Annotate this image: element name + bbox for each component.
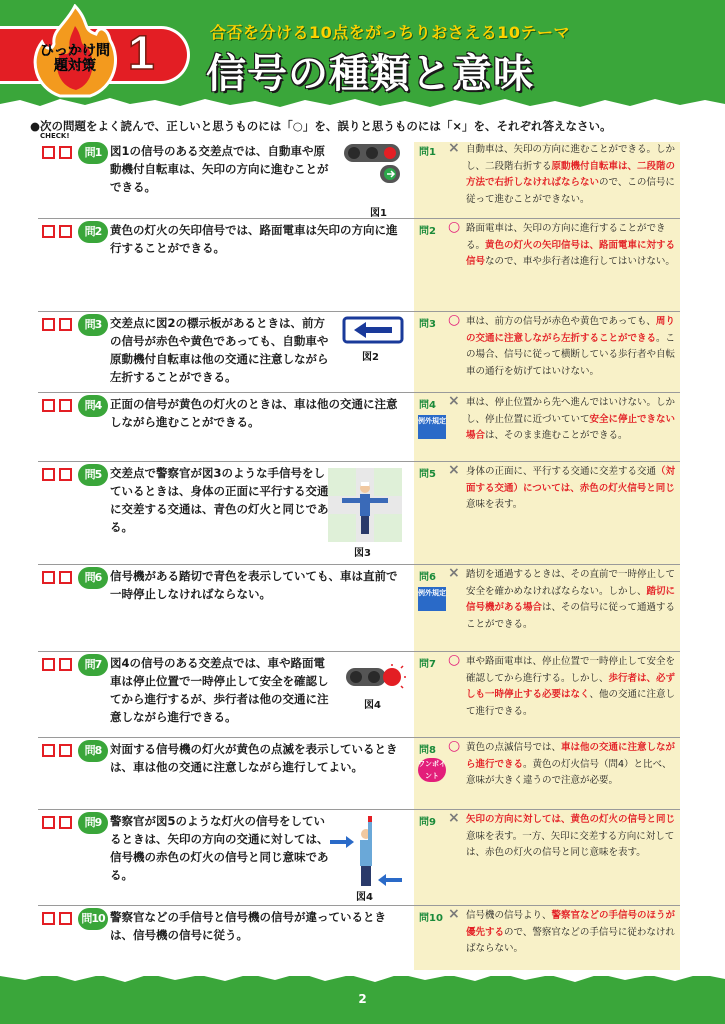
answer-number: 問1 <box>419 147 436 158</box>
question-row <box>38 393 680 462</box>
answer-explanation <box>466 654 678 720</box>
check-box-2[interactable] <box>59 816 72 829</box>
question-number-badge: 問5 <box>78 464 108 486</box>
explanation-segment: 黄色の灯火の矢印信号は、路面電車に対する信号 <box>466 239 676 267</box>
check-box-1[interactable] <box>42 816 55 829</box>
answer-mark: × <box>448 462 460 478</box>
check-box-1[interactable] <box>42 744 55 757</box>
answer-explanation <box>466 740 678 790</box>
page-title: 信号の種類と意味 <box>206 51 534 97</box>
question-row <box>38 462 680 565</box>
answer-number: 問4 <box>419 400 436 411</box>
explanation-segment: 車は、前方の信号が赤色や黄色であっても、 <box>466 316 656 327</box>
answer-mark: ○ <box>448 652 461 668</box>
figure-illustration <box>344 662 408 700</box>
answer-explanation <box>466 142 678 208</box>
answer-explanation <box>466 314 678 380</box>
explanation-segment: 警察官などの手信号のほうが優先する <box>466 910 676 938</box>
explanation-segment: ので、警察官などの手信号に従わなければならない。 <box>466 926 675 954</box>
page-number: 2 <box>358 992 367 1006</box>
question-text: 正面の信号が黄色の灯火のときは、車は他の交通に注意しながら進むことができる。 <box>110 397 398 429</box>
explanation-segment: 身体の正面に、平行する交通に交差する交通 <box>466 466 657 477</box>
answer-mark: × <box>448 140 460 156</box>
answer-number: 問9 <box>419 817 436 828</box>
answer-number: 問7 <box>419 659 436 670</box>
explanation-segment: 。黄色の灯火信号（問4）と比べ、意味が大きく違うので注意が必要。 <box>466 758 672 786</box>
check-box-1[interactable] <box>42 912 55 925</box>
answer-number: 問5 <box>419 469 436 480</box>
answer-explanation <box>466 908 678 958</box>
explanation-segment: は、その信号に従って通過することができる。 <box>466 602 676 630</box>
answer-mark: × <box>448 565 460 581</box>
question-row <box>38 312 680 393</box>
explanation-segment: 車は他の交通に注意しながら進行できる <box>466 742 676 770</box>
answer-number: 問10 <box>419 913 443 924</box>
figure-caption: 図4 <box>364 700 381 711</box>
explanation-segment: ので、この信号に従って進むことができない。 <box>466 177 675 205</box>
answer-explanation <box>466 221 678 271</box>
explanation-segment: 踏切を通過するときは、その直前で一時停止して安全を確かめなければならない。しかし、 <box>466 569 676 597</box>
check-box-1[interactable] <box>42 399 55 412</box>
question-row <box>38 140 680 219</box>
question-number-badge: 問2 <box>78 221 108 243</box>
check-box-2[interactable] <box>59 318 72 331</box>
check-box-1[interactable] <box>42 146 55 159</box>
figure-illustration <box>328 816 404 892</box>
question-row <box>38 652 680 738</box>
answer-mark: × <box>448 810 460 826</box>
answer-number: 問3 <box>419 319 436 330</box>
check-box-2[interactable] <box>59 399 72 412</box>
check-box-2[interactable] <box>59 658 72 671</box>
question-number-badge: 問6 <box>78 567 108 589</box>
explanation-segment: は、そのまま進むことができる。 <box>485 430 628 441</box>
question-row <box>38 906 680 972</box>
explanation-segment: 車は、停止位置から先へ進んではいけない。しかし、停止位置に近づいていて <box>466 397 676 425</box>
check-box-2[interactable] <box>59 571 72 584</box>
figure-caption: 図3 <box>354 548 371 559</box>
explanation-segment: 黄色の点滅信号では、 <box>466 742 562 753</box>
check-label: CHECK! <box>40 132 70 140</box>
check-box-2[interactable] <box>59 146 72 159</box>
explanation-segment: 意味を表す。一方、矢印に交差する方向に対しては、赤色の灯火の信号と同じ意味を表す。 <box>466 830 675 858</box>
check-box-1[interactable] <box>42 658 55 671</box>
explanation-segment: （対面する交通）については、赤色の灯火信号と同じ <box>466 466 676 494</box>
question-row <box>38 738 680 810</box>
answer-explanation <box>466 567 678 633</box>
explanation-segment: 。この場合、信号に従って横断している歩行者や自転車の通行を妨げてはいけない。 <box>466 332 676 377</box>
answer-mark: × <box>448 906 460 922</box>
trap-question-badge: ひっかけ問題対策 <box>40 43 110 74</box>
page-subtitle: 合否を分ける10点をがっちりおさえる10テーマ <box>210 23 571 42</box>
answer-mark: ○ <box>448 312 461 328</box>
check-box-2[interactable] <box>59 912 72 925</box>
question-number-badge: 問9 <box>78 812 108 834</box>
explanation-segment: 路面電車は、矢印の方向に進行することができる。 <box>466 223 666 251</box>
explanation-segment: 信号機の信号より、 <box>466 910 552 921</box>
explanation-segment: 安全に停止できない場合 <box>466 413 676 441</box>
question-text: 交差点で警察官が図3のような手信号をしているときは、身体の正面に平行する交通に交差する交通は、青色の灯火と同じである。 <box>110 466 329 534</box>
note-tag: ワンポイント <box>418 760 446 780</box>
question-number-badge: 問4 <box>78 395 108 417</box>
question-number-badge: 問7 <box>78 654 108 676</box>
answer-explanation <box>466 395 678 445</box>
explanation-segment: 自動車は、矢印の方向に進むことができる。しかし、二段階右折する <box>466 144 676 172</box>
question-number-badge: 問8 <box>78 740 108 762</box>
explanation-segment: 歩行者は、必ずしも一時停止する必要はなく <box>466 672 676 700</box>
check-box-1[interactable] <box>42 571 55 584</box>
question-text: 図4の信号のある交差点では、車や路面電車は停止位置で一時停止して安全を確認してから進行するが、歩行者は他の交通に注意しながら進行できる。 <box>110 656 329 724</box>
answer-mark: ○ <box>448 219 461 235</box>
answer-number: 問6 <box>419 572 436 583</box>
answer-explanation <box>466 812 678 862</box>
figure-caption: 図4 <box>356 892 373 903</box>
question-number-badge: 問3 <box>78 314 108 336</box>
figure-illustration <box>328 468 402 546</box>
question-text: 信号機がある踏切で青色を表示していても、車は直前で一時停止しなければならない。 <box>110 569 398 601</box>
explanation-segment: 踏切に信号機がある場合 <box>466 585 676 613</box>
instruction-text: ●次の問題をよく読んで、正しいと思うものには「○」を、誤りと思うものには「×」を、それぞれ答えなさい。 <box>30 119 612 133</box>
question-text: 図1の信号のある交差点では、自動車や原動機付自転車は、矢印の方向に進むことができる。 <box>110 144 329 194</box>
note-tag: 例外規定 <box>418 587 446 611</box>
question-text: 警察官などの手信号と信号機の信号が違っているときは、信号機の信号に従う。 <box>110 910 386 942</box>
figure-illustration <box>342 140 404 194</box>
question-number-badge: 問10 <box>78 908 108 930</box>
question-number-badge: 問1 <box>78 142 108 164</box>
explanation-segment: 矢印の方向に対しては、黄色の灯火の信号と同じ <box>466 814 676 825</box>
explanation-segment: 、他の交通に注意して進行できる。 <box>466 689 676 717</box>
explanation-segment: なので、車や歩行者は進行してはいけない。 <box>485 256 675 267</box>
question-text: 対面する信号機の灯火が黄色の点滅を表示しているときは、車は他の交通に注意しながら進行してよい。 <box>110 742 398 774</box>
note-tag: 例外規定 <box>418 415 446 439</box>
explanation-segment: 意味を表す。 <box>466 499 523 510</box>
answer-number: 問2 <box>419 226 436 237</box>
answer-mark: ○ <box>448 738 461 754</box>
explanation-segment: 車や路面電車は、停止位置で一時停止して安全を確認してから進行する。しかし、 <box>466 656 676 684</box>
question-row <box>38 565 680 652</box>
figure-caption: 図2 <box>362 352 379 363</box>
answer-explanation <box>466 464 678 514</box>
explanation-segment: 周りの交通に注意しながら左折することができる <box>466 316 675 344</box>
question-row <box>38 219 680 312</box>
question-text: 交差点に図2の標示板があるときは、前方の信号が赤色や黄色であっても、自動車や原動機付自転車は他の交通に注意しながら左折することができる。 <box>110 316 329 384</box>
check-box-2[interactable] <box>59 744 72 757</box>
check-box-2[interactable] <box>59 468 72 481</box>
torn-edge <box>0 970 725 984</box>
question-row <box>38 810 680 906</box>
answer-number: 問8 <box>419 745 436 756</box>
check-box-1[interactable] <box>42 468 55 481</box>
answer-mark: × <box>448 393 460 409</box>
question-text: 警察官が図5のような灯火の信号をしているときは、矢印の方向の交通に対しては、信号機の赤色の灯火の信号と同じ意味である。 <box>110 814 329 882</box>
figure-illustration <box>342 316 404 350</box>
check-box-1[interactable] <box>42 318 55 331</box>
question-text: 黄色の灯火の矢印信号では、路面電車は矢印の方向に進行することができる。 <box>110 223 398 255</box>
figure-caption: 図1 <box>370 208 387 219</box>
check-box-1[interactable] <box>42 225 55 238</box>
explanation-segment: 原動機付自転車は、二段階の方法で右折しなければならない <box>466 160 676 188</box>
theme-number: 1 <box>128 27 155 80</box>
check-box-2[interactable] <box>59 225 72 238</box>
